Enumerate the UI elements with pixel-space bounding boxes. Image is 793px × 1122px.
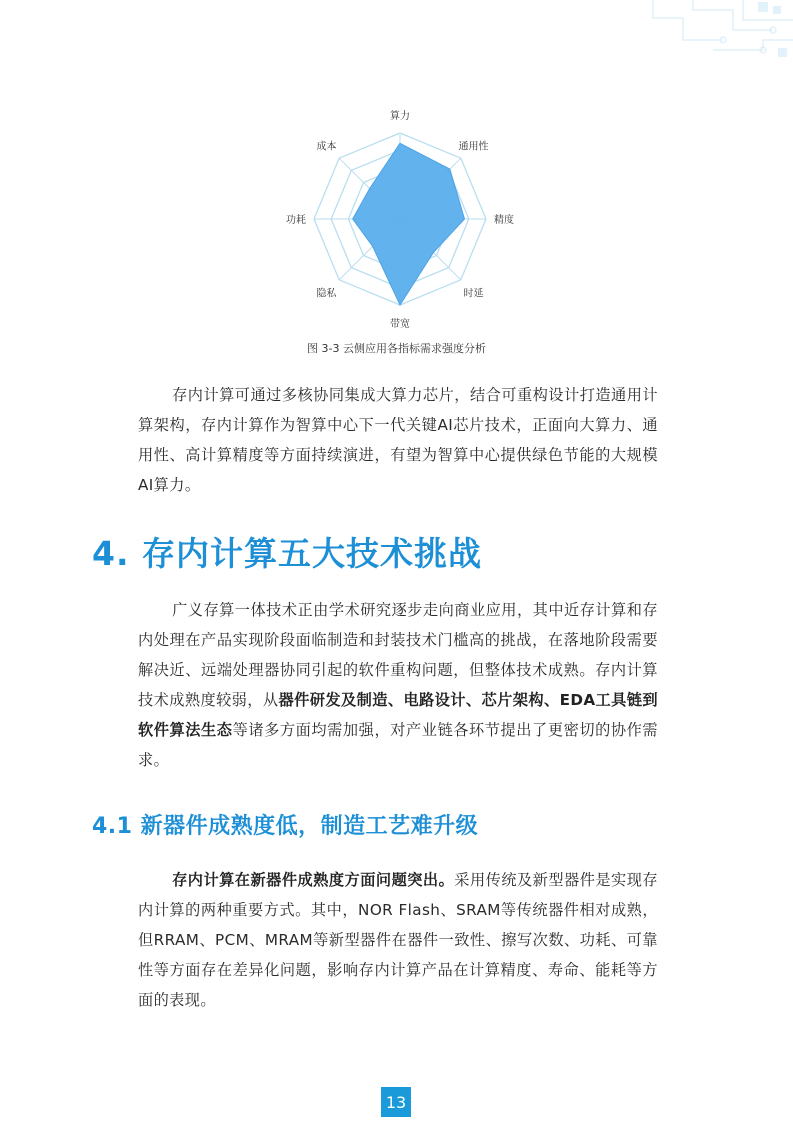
- radar-axis-label: 隐私: [316, 288, 337, 300]
- section-4-1-title: 4.1 新器件成熟度低，制造工艺难升级: [92, 814, 479, 839]
- radar-axis-label: 时延: [463, 288, 484, 300]
- paragraph-3-text: 采用传统及新型器件是实现存内计算的两种重要方式。其中，NOR Flash、SRAM等传统器件相对成熟，但RRAM、PCM、MRAM等新型器件在器件一致性、擦写次数、功耗、可靠性等方面存在差异化问题，影响存内计算产品在计算精度、寿命、能耗等方面的表现。: [138, 871, 658, 1009]
- paragraph-2-text-a: 广义存算一体技术正由学术研究逐步走向商业应用，其中近存计算和存内处理在产品实现阶段面临制造和封装技术门槛高的挑战，在落地阶段需要解决近、远端处理器协同引起的软件重构问题，但整体技术成熟。存内计算技术成熟度较弱，从: [138, 601, 658, 709]
- radar-axis-label: 功耗: [286, 215, 306, 226]
- radar-axis-label: 带宽: [390, 319, 410, 330]
- page-number: 13: [381, 1087, 411, 1117]
- paragraph-2: [138, 595, 658, 775]
- paragraph-3: [138, 865, 658, 1015]
- paragraph-1: [138, 380, 658, 500]
- paragraph-1-text: 存内计算可通过多核协同集成大算力芯片，结合可重构设计打造通用计算架构，存内计算作为智算中心下一代关键AI芯片技术，正面向大算力、通用性、高计算精度等方面持续演进，有望为智算中心提供绿色节能的大规模AI算力。: [138, 386, 658, 494]
- radar-chart: [0, 0, 793, 340]
- paragraph-3-bold: 存内计算在新器件成熟度方面问题突出。: [172, 871, 455, 889]
- radar-axis-label: 算力: [390, 111, 410, 122]
- radar-axis-label: 精度: [494, 215, 514, 226]
- paragraph-2-bold: 器件研发及制造、电路设计、芯片架构、EDA工具链到软件算法生态: [138, 691, 658, 739]
- radar-axis-label: 成本: [316, 141, 337, 153]
- radar-data-area: [353, 143, 465, 305]
- paragraph-2-text-b: 等诸多方面均需加强，对产业链各环节提出了更密切的协作需求。: [138, 721, 658, 769]
- figure-caption: 图 3-3 云侧应用各指标需求强度分析: [307, 342, 486, 355]
- section-4-title: 4. 存内计算五大技术挑战: [92, 534, 482, 573]
- radar-axis-label: 通用性: [458, 141, 489, 153]
